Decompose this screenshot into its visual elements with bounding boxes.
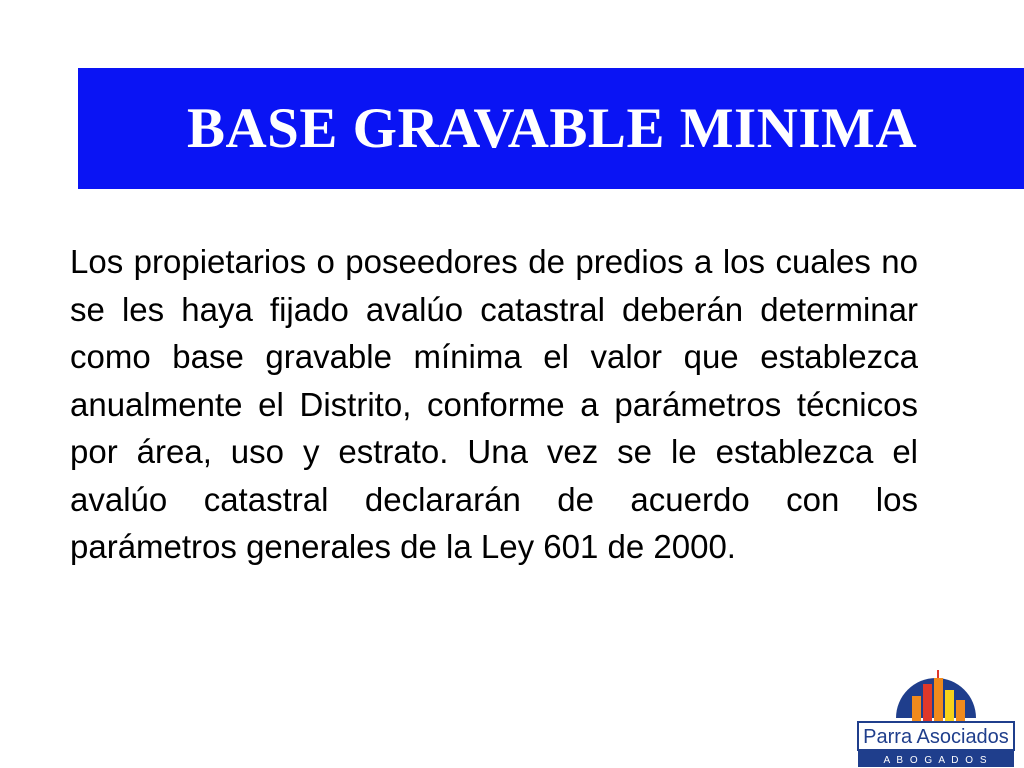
logo-name: Parra Asociados [863,726,1009,748]
slide-title: BASE GRAVABLE MINIMA [186,97,918,160]
title-banner [78,68,1024,189]
logo-building [945,690,954,722]
logo-tagline: A B O G A D O S [883,755,989,766]
parra-asociados-logo [856,668,1016,768]
logo-building [956,700,965,722]
logo-building [912,696,921,722]
logo-graphic [856,668,1016,768]
body-paragraph: Los propietarios o poseedores de predios a los cuales no se les haya fijado avalúo catastral deberán determinar como base gravable mínima el valor que establezca anualmente el Distrito, conforme a parámetros técnicos por área, uso y estrato. Una vez se le establezca el avalúo catastral declararán de acuerdo con los parámetros generales de la Ley 601 de 2000. [70,243,918,565]
logo-building [923,684,932,722]
logo-building [934,678,943,722]
